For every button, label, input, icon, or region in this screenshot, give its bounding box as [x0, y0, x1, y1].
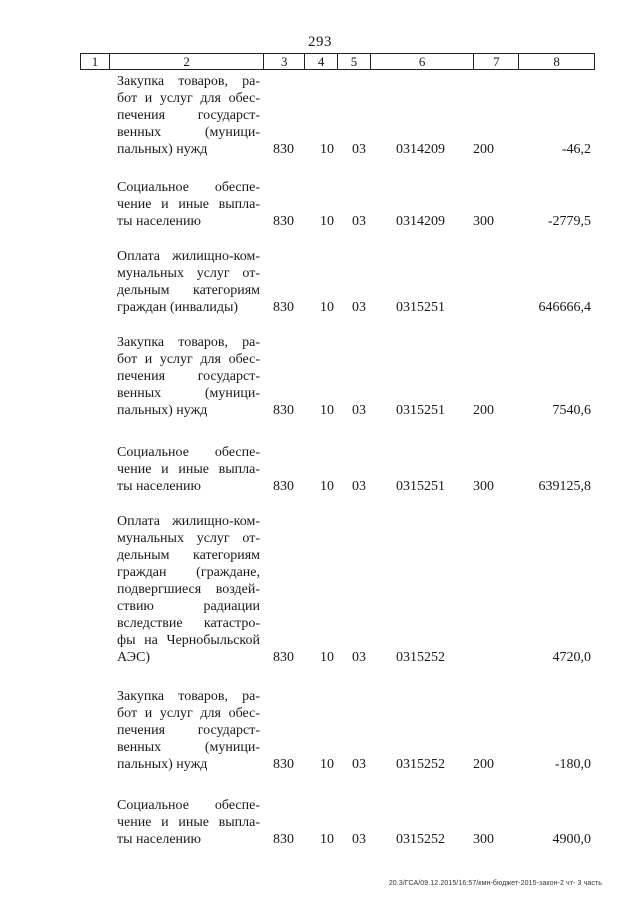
header-col-3: 3 [264, 54, 305, 69]
description-line: венных (муници- [117, 386, 260, 401]
cell-col-4: 10 [320, 403, 334, 418]
cell-col-6: 0315251 [396, 403, 445, 418]
cell-col-6: 0315252 [396, 757, 445, 772]
cell-col-6: 0315251 [396, 300, 445, 315]
cell-col-5: 03 [352, 650, 366, 665]
description-line: печения государст- [117, 723, 260, 738]
page-number: 293 [308, 34, 332, 50]
header-col-1: 1 [81, 54, 110, 69]
description-line: дельным категориям [117, 548, 260, 563]
description-line: подвергшиеся воздей- [117, 582, 260, 597]
description-line: мунальных услуг от- [117, 266, 260, 281]
header-col-7: 7 [474, 54, 519, 69]
cell-col-3: 830 [273, 479, 294, 494]
row-description [117, 444, 260, 495]
cell-col-8: 646666,4 [538, 300, 591, 315]
cell-col-3: 830 [273, 214, 294, 229]
description-line: фы на Чернобыльской [117, 633, 260, 648]
row-description [117, 334, 260, 419]
cell-col-3: 830 [273, 142, 294, 157]
cell-col-5: 03 [352, 214, 366, 229]
description-line: мунальных услуг от- [117, 531, 260, 546]
cell-col-8: 639125,8 [538, 479, 591, 494]
cell-col-7: 200 [473, 403, 494, 418]
cell-col-4: 10 [320, 832, 334, 847]
description-line: пальных) нужд [117, 757, 208, 772]
header-col-8: 8 [553, 54, 560, 69]
description-line: бот и услуг для обес- [117, 91, 260, 106]
description-line: Закупка товаров, ра- [117, 689, 260, 704]
cell-col-8: 7540,6 [552, 403, 591, 418]
cell-col-4: 10 [320, 757, 334, 772]
description-line: Закупка товаров, ра- [117, 335, 260, 350]
description-line: дельным категориям [117, 283, 260, 298]
header-col-5: 5 [338, 54, 371, 69]
cell-col-5: 03 [352, 757, 366, 772]
description-line: Социальное обеспе- [117, 180, 260, 195]
cell-col-5: 03 [352, 403, 366, 418]
cell-col-8: -180,0 [554, 757, 591, 772]
cell-col-4: 10 [320, 142, 334, 157]
cell-col-6: 0315251 [396, 479, 445, 494]
description-line: ты населению [117, 832, 201, 847]
description-line: граждан (граждане, [117, 565, 260, 580]
cell-col-8: -2779,5 [547, 214, 591, 229]
description-line: чение и иные выпла- [117, 197, 260, 212]
cell-col-3: 830 [273, 403, 294, 418]
description-line: Оплата жилищно-ком- [117, 249, 260, 264]
description-line: ты населению [117, 214, 201, 229]
description-line: Оплата жилищно-ком- [117, 514, 260, 529]
description-line: АЭС) [117, 650, 151, 665]
row-description [117, 513, 260, 666]
description-line: венных (муници- [117, 740, 260, 755]
cell-col-8: -46,2 [561, 142, 591, 157]
cell-col-4: 10 [320, 214, 334, 229]
description-line: ты населению [117, 479, 201, 494]
cell-col-8: 4900,0 [552, 832, 591, 847]
cell-col-5: 03 [352, 832, 366, 847]
cell-col-5: 03 [352, 142, 366, 157]
cell-col-3: 830 [273, 650, 294, 665]
cell-col-6: 0315252 [396, 650, 445, 665]
description-line: венных (муници- [117, 125, 260, 140]
cell-col-5: 03 [352, 479, 366, 494]
description-line: печения государст- [117, 108, 260, 123]
cell-col-5: 03 [352, 300, 366, 315]
description-line: бот и услуг для обес- [117, 352, 260, 367]
header-col-4: 4 [305, 54, 338, 69]
footer-stamp: 20.3/ГСА/09.12.2015/16:57/кмн-бюджет-2015-закон-2 чт- 3 часть [388, 880, 602, 887]
cell-col-7: 200 [473, 757, 494, 772]
description-line: граждан (инвалиды) [117, 300, 239, 315]
row-description [117, 248, 260, 316]
cell-col-4: 10 [320, 650, 334, 665]
description-line: Социальное обеспе- [117, 445, 260, 460]
description-line: бот и услуг для обес- [117, 706, 260, 721]
description-line: чение и иные выпла- [117, 815, 260, 830]
description-line: вследствие катастро- [117, 616, 260, 631]
header-col-2: 2 [110, 54, 264, 69]
row-description [117, 73, 260, 158]
description-line: пальных) нужд [117, 142, 208, 157]
row-description [117, 797, 260, 848]
cell-col-4: 10 [320, 479, 334, 494]
cell-col-4: 10 [320, 300, 334, 315]
row-description [117, 688, 260, 773]
description-line: Социальное обеспе- [117, 798, 260, 813]
cell-col-7: 300 [473, 832, 494, 847]
cell-col-6: 0314209 [396, 142, 445, 157]
description-line: чение и иные выпла- [117, 462, 260, 477]
header-col-6: 6 [371, 54, 475, 69]
cell-col-8: 4720,0 [552, 650, 591, 665]
table-header [80, 53, 595, 70]
cell-col-3: 830 [273, 757, 294, 772]
description-line: ствию радиации [117, 599, 260, 614]
cell-col-6: 0314209 [396, 214, 445, 229]
cell-col-6: 0315252 [396, 832, 445, 847]
cell-col-3: 830 [273, 832, 294, 847]
description-line: Закупка товаров, ра- [117, 74, 260, 89]
cell-col-3: 830 [273, 300, 294, 315]
cell-col-7: 300 [473, 214, 494, 229]
cell-col-7: 200 [473, 142, 494, 157]
row-description [117, 179, 260, 230]
description-line: пальных) нужд [117, 403, 208, 418]
description-line: печения государст- [117, 369, 260, 384]
cell-col-7: 300 [473, 479, 494, 494]
